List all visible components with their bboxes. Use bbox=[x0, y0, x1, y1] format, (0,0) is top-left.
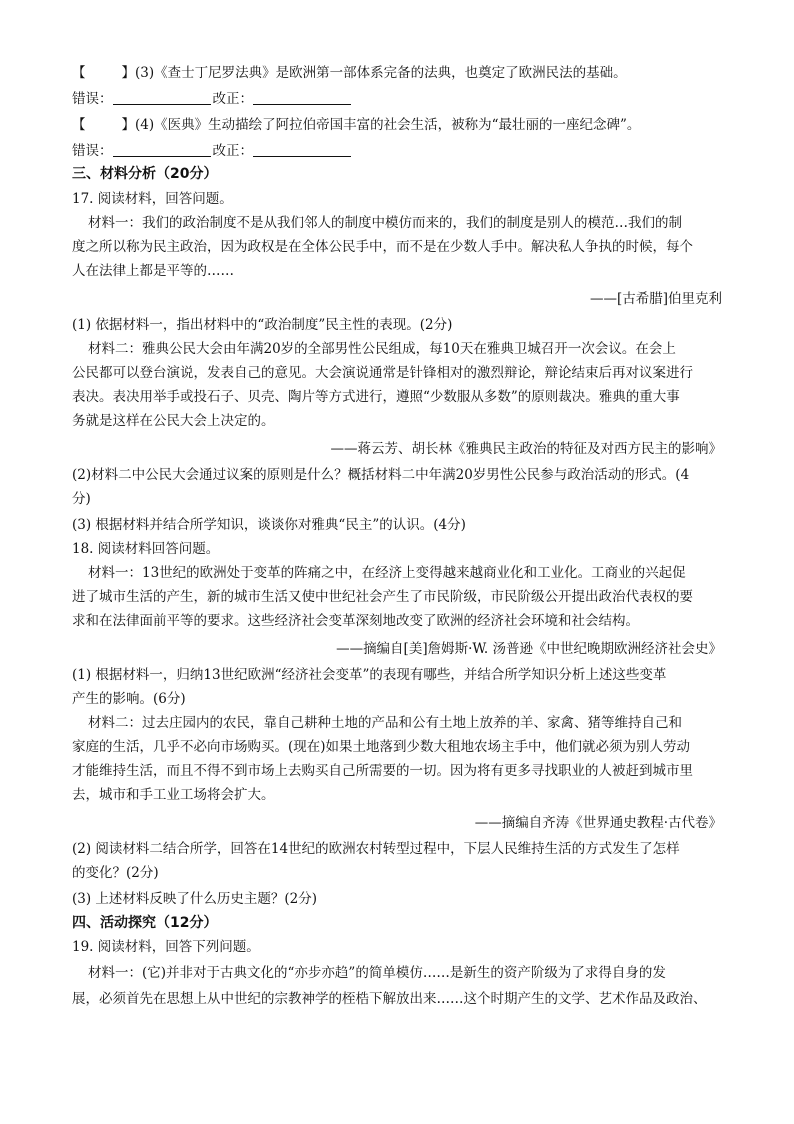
material-line: 展，必须首先在思想上从中世纪的宗教神学的桎梏下解放出来……这个时期产生的文学、艺术作品及政治、 bbox=[72, 991, 707, 1007]
material-line: 材料一：我们的政治制度不是从我们邻人的制度中模仿而来的，我们的制度是别人的模范…我们的制 bbox=[88, 215, 682, 231]
material-line: 材料二：雅典公民大会由年满20岁的全部男性公民组成，每10天在雅典卫城召开一次会议。在会上 bbox=[88, 341, 676, 357]
judgement-item-3 bbox=[72, 62, 722, 84]
judgement-item-3-answer bbox=[72, 88, 722, 110]
error-blank[interactable] bbox=[113, 142, 211, 157]
bracket-open: 【 bbox=[72, 65, 86, 81]
sub-question: 产生的影响。(6分) bbox=[72, 691, 186, 707]
sub-question: 分) bbox=[72, 491, 91, 507]
error-label: 错误： bbox=[72, 143, 113, 159]
bracket-close: 】 bbox=[121, 117, 135, 133]
question-title: 17. 阅读材料，回答问题。 bbox=[72, 191, 233, 207]
correct-label: 改正： bbox=[212, 143, 253, 159]
material-line: 进了城市生活的产生，新的城市生活又使中世纪社会产生了市民阶级，市民阶级公开提出政治代表权的要 bbox=[72, 589, 693, 605]
material-line: 务就是这样在公民大会上决定的。 bbox=[72, 413, 275, 429]
material-source: ——摘编自[美]詹姆斯·W. 汤普逊《中世纪晚期欧洲经济社会史》 bbox=[336, 641, 722, 657]
bracket-open: 【 bbox=[72, 117, 86, 133]
material-source: ——蒋云芳、胡长林《雅典民主政治的特征及对西方民主的影响》 bbox=[330, 441, 722, 457]
sub-question: 的变化？(2分) bbox=[72, 865, 159, 881]
correct-blank[interactable] bbox=[253, 142, 351, 157]
material-line: 求和在法律面前平等的要求。这些经济社会变革深刻地改变了欧洲的经济社会环境和社会结构。 bbox=[72, 613, 639, 629]
material-line: 才能维持生活，而且不得不到市场上去购买自己所需要的一切。因为将有更多寻找职业的人被赶到城市里 bbox=[72, 763, 693, 779]
correct-blank[interactable] bbox=[253, 90, 351, 105]
bracket-close: 】 bbox=[121, 65, 135, 81]
correct-label: 改正： bbox=[212, 91, 253, 107]
sub-question: (2) 阅读材料二结合所学，回答在14世纪的欧洲农村转型过程中，下层人民维持生活的方式发生了怎样 bbox=[72, 841, 680, 857]
item-text: (4)《医典》生动描绘了阿拉伯帝国丰富的社会生活，被称为“最壮丽的一座纪念碑”。 bbox=[135, 117, 641, 133]
question-title: 19. 阅读材料，回答下列问题。 bbox=[72, 939, 260, 955]
sub-question: (2)材料二中公民大会通过议案的原则是什么？概括材料二中年满20岁男性公民参与政治活动的形式。(4 bbox=[72, 467, 690, 483]
judgement-item-4 bbox=[72, 114, 722, 136]
sub-question: (1) 根据材料一，归纳13世纪欧洲“经济社会变革”的表现有哪些，并结合所学知识分析上述这些变革 bbox=[72, 667, 667, 683]
section-heading: 四、活动探究（12分） bbox=[72, 915, 218, 931]
material-source: ——摘编自齐涛《世界通史教程·古代卷》 bbox=[474, 815, 722, 831]
sub-question: (3) 根据材料并结合所学知识，谈谈你对雅典“民主”的认识。(4分) bbox=[72, 517, 466, 533]
judgement-item-4-answer bbox=[72, 140, 722, 162]
material-line: 材料二：过去庄园内的农民，靠自己耕种土地的产品和公有土地上放养的羊、家禽、猪等维持自己和 bbox=[88, 715, 682, 731]
sub-question: (1) 依据材料一，指出材料中的“政治制度”民主性的表现。(2分) bbox=[72, 317, 453, 333]
material-line: 公民都可以登台演说，发表自己的意见。大会演说通常是针锋相对的激烈辩论，辩论结束后再对议案进行 bbox=[72, 365, 693, 381]
material-line: 人在法律上都是平等的…… bbox=[72, 263, 234, 279]
material-line: 度之所以称为民主政治，因为政权是在全体公民手中，而不是在少数人手中。解决私人争执的时候，每个 bbox=[72, 239, 693, 255]
material-line: 表决。表决用举手或投石子、贝壳、陶片等方式进行，遵照“少数服从多数”的原则裁决。雅典的重大事 bbox=[72, 389, 680, 405]
material-line: 去，城市和手工业工场将会扩大。 bbox=[72, 787, 275, 803]
material-line: 材料一：13世纪的欧洲处于变革的阵痛之中，在经济上变得越来越商业化和工业化。工商业的兴起促 bbox=[88, 565, 686, 581]
error-label: 错误： bbox=[72, 91, 113, 107]
section-heading: 三、材料分析（20分） bbox=[72, 166, 218, 182]
sub-question: (3) 上述材料反映了什么历史主题？(2分) bbox=[72, 891, 318, 907]
question-title: 18. 阅读材料回答问题。 bbox=[72, 541, 220, 557]
error-blank[interactable] bbox=[113, 90, 211, 105]
material-line: 材料一：(它)并非对于古典文化的“亦步亦趋”的简单模仿……是新生的资产阶级为了求得自身的发 bbox=[88, 965, 666, 981]
material-line: 家庭的生活，几乎不必向市场购买。(现在)如果土地落到少数大租地农场主手中，他们就必须为别人劳动 bbox=[72, 739, 691, 755]
material-source: ——[古希腊]伯里克利 bbox=[589, 291, 722, 307]
item-text: (3)《查士丁尼罗法典》是欧洲第一部体系完备的法典，也奠定了欧洲民法的基础。 bbox=[135, 65, 627, 81]
